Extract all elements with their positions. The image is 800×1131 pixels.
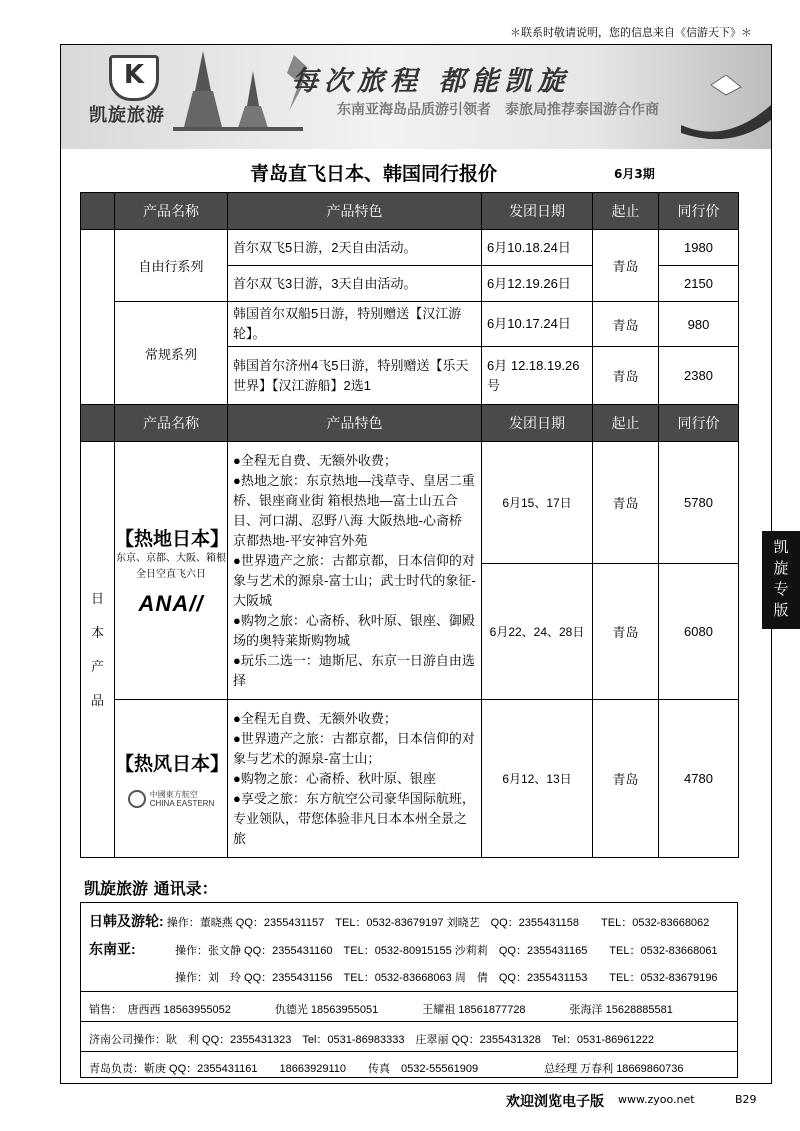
origin-cell: 青岛 — [593, 700, 659, 858]
price-cell: 6080 — [659, 564, 739, 700]
japan-label: 日 本 产 品 — [81, 442, 115, 858]
table-row — [81, 442, 739, 564]
price-cell: 980 — [659, 302, 739, 347]
series-regular: 常规系列 — [115, 302, 228, 405]
issue-number: 6月3期 — [614, 167, 655, 181]
contact-row: 济南公司操作：耿 利 QQ：2355431323 Tel：0531-86983333 庄翠丽 QQ：2355431328 Tel：0531-86961222 — [89, 1034, 654, 1046]
feature-cell: 韩国首尔双船5日游，特别赠送【汉江游轮】。 — [228, 302, 482, 347]
price-cell: 5780 — [659, 442, 739, 564]
divider — [81, 1021, 737, 1022]
boat-icon — [681, 75, 771, 145]
feature-cell: 韩国首尔济州4飞5日游，特别赠送【乐天世界】【汉江游船】2选1 — [228, 347, 482, 405]
feature-cell: ●全程无自费、无额外收费； ●热地之旅：东京热地—浅草寺、皇居二重桥、银座商业街 箱根热地—富士山五合目、河口湖、忍野八海 大阪热地-心斋桥 京都热地-平安神宫外苑 ●世界遗产之旅：古都京都，日本信仰的对象与艺术的源泉-富士山；武士时代的象征-大阪城 ●购物之旅：心斋桥、秋叶原、银座、御殿场的奥特莱斯购物城 ●玩乐二选一：迪斯尼、东京一日游自由选择 — [228, 442, 482, 700]
table-row — [81, 302, 739, 347]
series-free: 自由行系列 — [115, 230, 228, 302]
price-table — [80, 192, 739, 858]
feature-cell: 首尔双飞3日游，3天自由活动。 — [228, 266, 482, 302]
origin-cell: 青岛 — [593, 347, 659, 405]
header-banner — [61, 45, 771, 149]
date-cell: 6月 12.18.19.26号 — [482, 347, 593, 405]
side-tab: 凯 旋 专 版 — [762, 531, 800, 629]
header-product: 产品名称 — [115, 193, 228, 230]
divider — [81, 1051, 737, 1052]
date-cell: 6月12、13日 — [482, 700, 593, 858]
table-row — [81, 700, 739, 858]
header-price: 同行价 — [659, 193, 739, 230]
product-wind-japan: 【热风日本】 中國東方航空 CHINA EASTERN — [115, 700, 228, 858]
ana-logo-icon: ANA — [138, 591, 190, 616]
header-feature: 产品特色 — [228, 193, 482, 230]
origin-cell: 青岛 — [593, 302, 659, 347]
divider — [81, 991, 737, 992]
contact-row: 日韩及游轮: 操作：董晓燕 QQ：2355431157 TEL：0532-83679197 刘晓艺 QQ：2355431158 TEL：0532-83668062 — [89, 913, 710, 929]
origin-cell: 青岛 — [593, 442, 659, 564]
date-cell: 6月10.17.24日 — [482, 302, 593, 347]
feature-cell: 首尔双飞5日游，2天自由活动。 — [228, 230, 482, 266]
contacts-box — [80, 902, 738, 1078]
korea-side-blank — [81, 230, 115, 405]
china-eastern-logo-icon: 中國東方航空 CHINA EASTERN — [115, 790, 227, 808]
contact-row: 东南亚: 操作：张文静 QQ：2355431160 TEL：0532-80915155 沙莉莉 QQ：2355431165 TEL：0532-83668061 — [89, 941, 718, 957]
footer-url: www.zyoo.net — [618, 1093, 695, 1106]
header-date: 发团日期 — [482, 193, 593, 230]
origin-cell: 青岛 — [593, 230, 659, 302]
price-cell: 2380 — [659, 347, 739, 405]
contact-row: 销售： 唐西西 18563955052 仇德光 18563955051 王耀祖 18561877728 张海洋 15628885581 — [89, 1004, 673, 1016]
table-header-row — [81, 193, 739, 230]
page-number: B29 — [735, 1093, 757, 1106]
date-cell: 6月10.18.24日 — [482, 230, 593, 266]
header-feature: 产品特色 — [228, 405, 482, 442]
feature-cell: ●全程无自费、无额外收费； ●世界遗产之旅：古都京都，日本信仰的对象与艺术的源泉-富士山； ●购物之旅：心斋桥、秋叶原、银座 ●享受之旅：东方航空公司豪华国际航班，专业领队，带您体验非凡日本本州全景之旅 — [228, 700, 482, 858]
price-cell: 1980 — [659, 230, 739, 266]
origin-cell: 青岛 — [593, 564, 659, 700]
page-title: 青岛直飞日本、韩国同行报价 — [250, 163, 498, 185]
price-cell: 4780 — [659, 700, 739, 858]
table-row — [81, 230, 739, 266]
date-cell: 6月15、17日 — [482, 442, 593, 564]
date-cell: 6月12.19.26日 — [482, 266, 593, 302]
header-origin: 起止 — [593, 193, 659, 230]
table-header-row — [81, 405, 739, 442]
contact-row: 青岛负责：靳庚 QQ：2355431161 18663929110 传真 0532-55561909 总经理 万春利 18669860736 — [89, 1063, 684, 1075]
price-cell: 2150 — [659, 266, 739, 302]
slogan: 每次旅程 都能凯旋 — [291, 66, 571, 97]
footer-welcome: 欢迎浏览电子版 — [506, 1094, 604, 1110]
header-date: 发团日期 — [482, 405, 593, 442]
header-blank — [81, 193, 115, 230]
header-origin: 起止 — [593, 405, 659, 442]
logo-text: 凯旋旅游 — [89, 105, 165, 126]
header-price: 同行价 — [659, 405, 739, 442]
kaixuan-logo-icon: K — [109, 55, 159, 101]
date-cell: 6月22、24、28日 — [482, 564, 593, 700]
product-hot-japan: 【热地日本】 东京、京都、大阪、箱根 全日空直飞六日 ANA// — [115, 442, 228, 700]
header-blank — [81, 405, 115, 442]
source-note: ＊联系时敬请说明，您的信息来自《信游天下》＊ — [510, 26, 752, 39]
directory-title: 凯旋旅游 通讯录： — [84, 879, 218, 898]
header-product: 产品名称 — [115, 405, 228, 442]
contact-row: 操作：刘 玲 QQ：2355431156 TEL：0532-83668063 周 倩 QQ：2355431153 TEL：0532-83679196 — [175, 972, 718, 984]
subslogan: 东南亚海岛品质游引领者 泰旅局推荐泰国游合作商 — [337, 102, 659, 118]
